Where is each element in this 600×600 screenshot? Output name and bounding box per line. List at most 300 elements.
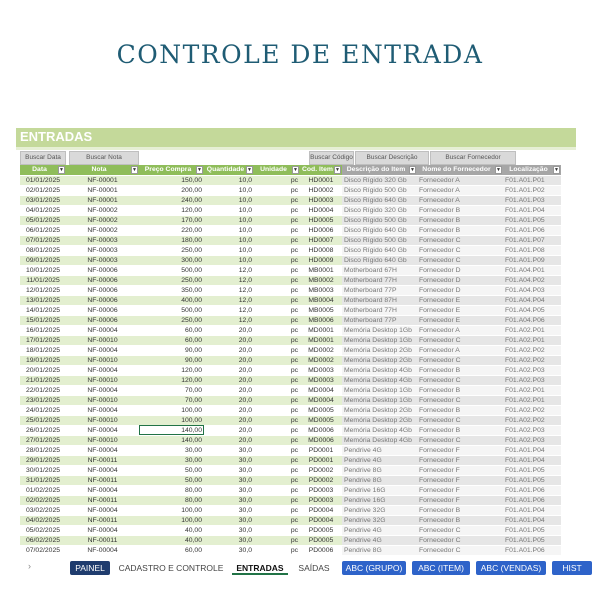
- code-cell[interactable]: PD0001: [300, 455, 342, 465]
- note-cell[interactable]: NF-00003: [66, 235, 139, 245]
- description-cell[interactable]: Memória Desktop 2Gb: [342, 405, 417, 415]
- quantity-cell[interactable]: 30,0: [204, 485, 254, 495]
- note-cell[interactable]: NF-00002: [66, 205, 139, 215]
- price-cell[interactable]: 90,00: [139, 355, 204, 365]
- filter-dropdown-icon[interactable]: ▼: [409, 167, 415, 173]
- code-cell[interactable]: PD0001: [300, 445, 342, 455]
- description-cell[interactable]: Motherboard 87H: [342, 295, 417, 305]
- quantity-cell[interactable]: 20,0: [204, 415, 254, 425]
- quantity-cell[interactable]: 20,0: [204, 425, 254, 435]
- location-cell[interactable]: F01.A01.P01: [503, 175, 561, 185]
- supplier-cell[interactable]: Fornecedor C: [417, 255, 503, 265]
- note-cell[interactable]: NF-00004: [66, 505, 139, 515]
- note-cell[interactable]: NF-00004: [66, 325, 139, 335]
- quantity-cell[interactable]: 10,0: [204, 235, 254, 245]
- note-cell[interactable]: NF-00004: [66, 385, 139, 395]
- description-cell[interactable]: Disco Rígido 500 Gb: [342, 215, 417, 225]
- column-header-quantidade[interactable]: Quantidade ▼: [204, 165, 254, 175]
- code-cell[interactable]: PD0004: [300, 505, 342, 515]
- price-cell[interactable]: 90,00: [139, 345, 204, 355]
- price-cell[interactable]: 500,00: [139, 305, 204, 315]
- note-cell[interactable]: NF-00011: [66, 535, 139, 545]
- price-cell[interactable]: 120,00: [139, 365, 204, 375]
- price-cell[interactable]: 50,00: [139, 465, 204, 475]
- quantity-cell[interactable]: 10,0: [204, 175, 254, 185]
- price-cell[interactable]: 220,00: [139, 225, 204, 235]
- unit-cell[interactable]: pc: [254, 475, 300, 485]
- date-cell[interactable]: 02/01/2025: [20, 185, 66, 195]
- tab-entradas[interactable]: ENTRADAS: [232, 561, 288, 575]
- location-cell[interactable]: F01.A01.P02: [503, 185, 561, 195]
- location-cell[interactable]: F01.A01.P06: [503, 485, 561, 495]
- filter-dropdown-icon[interactable]: ▼: [247, 167, 252, 173]
- date-cell[interactable]: 16/01/2025: [20, 325, 66, 335]
- note-cell[interactable]: NF-00011: [66, 515, 139, 525]
- quantity-cell[interactable]: 10,0: [204, 255, 254, 265]
- note-cell[interactable]: NF-00011: [66, 455, 139, 465]
- unit-cell[interactable]: pc: [254, 245, 300, 255]
- quantity-cell[interactable]: 20,0: [204, 335, 254, 345]
- supplier-cell[interactable]: Fornecedor B: [417, 385, 503, 395]
- note-cell[interactable]: NF-00010: [66, 355, 139, 365]
- unit-cell[interactable]: pc: [254, 325, 300, 335]
- unit-cell[interactable]: pc: [254, 235, 300, 245]
- unit-cell[interactable]: pc: [254, 485, 300, 495]
- date-cell[interactable]: 21/01/2025: [20, 375, 66, 385]
- location-cell[interactable]: F01.A01.P04: [503, 205, 561, 215]
- date-cell[interactable]: 29/01/2025: [20, 455, 66, 465]
- price-cell[interactable]: 400,00: [139, 295, 204, 305]
- location-cell[interactable]: F01.A01.P07: [503, 235, 561, 245]
- location-cell[interactable]: F01.A01.P06: [503, 495, 561, 505]
- supplier-cell[interactable]: Fornecedor B: [417, 365, 503, 375]
- date-cell[interactable]: 11/01/2025: [20, 275, 66, 285]
- date-cell[interactable]: 25/01/2025: [20, 415, 66, 425]
- note-cell[interactable]: NF-00006: [66, 305, 139, 315]
- quantity-cell[interactable]: 30,0: [204, 495, 254, 505]
- note-cell[interactable]: NF-00004: [66, 485, 139, 495]
- unit-cell[interactable]: pc: [254, 505, 300, 515]
- note-cell[interactable]: NF-00004: [66, 365, 139, 375]
- note-cell[interactable]: NF-00002: [66, 215, 139, 225]
- quantity-cell[interactable]: 20,0: [204, 365, 254, 375]
- unit-cell[interactable]: pc: [254, 445, 300, 455]
- code-cell[interactable]: MD0003: [300, 365, 342, 375]
- note-cell[interactable]: NF-00004: [66, 545, 139, 555]
- filter-dropdown-icon[interactable]: ▼: [553, 167, 559, 173]
- location-cell[interactable]: F01.A01.P05: [503, 525, 561, 535]
- code-cell[interactable]: MD0002: [300, 355, 342, 365]
- column-header-data[interactable]: Data ▼: [20, 165, 66, 175]
- location-cell[interactable]: F01.A02.P02: [503, 355, 561, 365]
- search-code-button[interactable]: Buscar Código: [309, 151, 354, 165]
- date-cell[interactable]: 14/01/2025: [20, 305, 66, 315]
- unit-cell[interactable]: pc: [254, 355, 300, 365]
- price-cell[interactable]: 100,00: [139, 505, 204, 515]
- description-cell[interactable]: Pendrive 4G: [342, 455, 417, 465]
- note-cell[interactable]: NF-00004: [66, 465, 139, 475]
- price-cell[interactable]: 120,00: [139, 205, 204, 215]
- description-cell[interactable]: Pendrive 16G: [342, 495, 417, 505]
- unit-cell[interactable]: pc: [254, 415, 300, 425]
- date-cell[interactable]: 06/01/2025: [20, 225, 66, 235]
- unit-cell[interactable]: pc: [254, 205, 300, 215]
- unit-cell[interactable]: pc: [254, 535, 300, 545]
- quantity-cell[interactable]: 30,0: [204, 525, 254, 535]
- date-cell[interactable]: 18/01/2025: [20, 345, 66, 355]
- location-cell[interactable]: F01.A01.P04: [503, 455, 561, 465]
- note-cell[interactable]: NF-00004: [66, 445, 139, 455]
- date-cell[interactable]: 24/01/2025: [20, 405, 66, 415]
- unit-cell[interactable]: pc: [254, 225, 300, 235]
- code-cell[interactable]: MB0002: [300, 275, 342, 285]
- code-cell[interactable]: PD0005: [300, 525, 342, 535]
- supplier-cell[interactable]: Fornecedor C: [417, 395, 503, 405]
- date-cell[interactable]: 30/01/2025: [20, 465, 66, 475]
- description-cell[interactable]: Motherboard 77P: [342, 285, 417, 295]
- description-cell[interactable]: Disco Rígido 500 Gb: [342, 235, 417, 245]
- code-cell[interactable]: HD0003: [300, 195, 342, 205]
- location-cell[interactable]: F01.A02.P01: [503, 335, 561, 345]
- price-cell[interactable]: 70,00: [139, 385, 204, 395]
- column-header-fornecedor[interactable]: Nome do Fornecedor ▼: [417, 165, 503, 175]
- code-cell[interactable]: MD0001: [300, 335, 342, 345]
- unit-cell[interactable]: pc: [254, 545, 300, 555]
- price-cell[interactable]: 100,00: [139, 415, 204, 425]
- unit-cell[interactable]: pc: [254, 305, 300, 315]
- description-cell[interactable]: Memória Desktop 2Gb: [342, 415, 417, 425]
- search-date-button[interactable]: Buscar Data: [20, 151, 66, 165]
- description-cell[interactable]: Pendrive 4G: [342, 525, 417, 535]
- date-cell[interactable]: 13/01/2025: [20, 295, 66, 305]
- note-cell[interactable]: NF-00006: [66, 315, 139, 325]
- location-cell[interactable]: F01.A04.P01: [503, 265, 561, 275]
- price-cell[interactable]: 60,00: [139, 335, 204, 345]
- description-cell[interactable]: Pendrive 8G: [342, 475, 417, 485]
- date-cell[interactable]: 08/01/2025: [20, 245, 66, 255]
- quantity-cell[interactable]: 12,0: [204, 265, 254, 275]
- price-cell[interactable]: 250,00: [139, 315, 204, 325]
- date-cell[interactable]: 17/01/2025: [20, 335, 66, 345]
- date-cell[interactable]: 01/02/2025: [20, 485, 66, 495]
- note-cell[interactable]: NF-00003: [66, 245, 139, 255]
- unit-cell[interactable]: pc: [254, 275, 300, 285]
- date-cell[interactable]: 31/01/2025: [20, 475, 66, 485]
- quantity-cell[interactable]: 12,0: [204, 275, 254, 285]
- supplier-cell[interactable]: Fornecedor E: [417, 305, 503, 315]
- unit-cell[interactable]: pc: [254, 515, 300, 525]
- code-cell[interactable]: PD0002: [300, 475, 342, 485]
- quantity-cell[interactable]: 30,0: [204, 545, 254, 555]
- price-cell[interactable]: 140,00: [139, 425, 204, 435]
- unit-cell[interactable]: pc: [254, 285, 300, 295]
- supplier-cell[interactable]: Fornecedor F: [417, 485, 503, 495]
- unit-cell[interactable]: pc: [254, 435, 300, 445]
- code-cell[interactable]: PD0004: [300, 515, 342, 525]
- description-cell[interactable]: Pendrive 16G: [342, 485, 417, 495]
- supplier-cell[interactable]: Fornecedor C: [417, 355, 503, 365]
- supplier-cell[interactable]: Fornecedor C: [417, 245, 503, 255]
- unit-cell[interactable]: pc: [254, 185, 300, 195]
- description-cell[interactable]: Memória Desktop 1Gb: [342, 325, 417, 335]
- quantity-cell[interactable]: 10,0: [204, 195, 254, 205]
- description-cell[interactable]: Disco Rígido 500 Gb: [342, 185, 417, 195]
- filter-dropdown-icon[interactable]: ▼: [132, 167, 137, 173]
- supplier-cell[interactable]: Fornecedor E: [417, 315, 503, 325]
- unit-cell[interactable]: pc: [254, 335, 300, 345]
- location-cell[interactable]: F01.A02.P03: [503, 435, 561, 445]
- price-cell[interactable]: 80,00: [139, 485, 204, 495]
- price-cell[interactable]: 200,00: [139, 185, 204, 195]
- quantity-cell[interactable]: 20,0: [204, 435, 254, 445]
- location-cell[interactable]: F01.A01.P06: [503, 225, 561, 235]
- supplier-cell[interactable]: Fornecedor C: [417, 335, 503, 345]
- description-cell[interactable]: Pendrive 8G: [342, 465, 417, 475]
- code-cell[interactable]: PD0002: [300, 465, 342, 475]
- search-description-button[interactable]: Buscar Descrição: [355, 151, 429, 165]
- column-header-unidade[interactable]: Unidade ▼: [254, 165, 300, 175]
- supplier-cell[interactable]: Fornecedor A: [417, 175, 503, 185]
- description-cell[interactable]: Memória Desktop 4Gb: [342, 365, 417, 375]
- code-cell[interactable]: PD0003: [300, 495, 342, 505]
- note-cell[interactable]: NF-00004: [66, 405, 139, 415]
- location-cell[interactable]: F01.A02.P02: [503, 345, 561, 355]
- date-cell[interactable]: 10/01/2025: [20, 265, 66, 275]
- unit-cell[interactable]: pc: [254, 525, 300, 535]
- location-cell[interactable]: F01.A02.P03: [503, 365, 561, 375]
- location-cell[interactable]: F01.A04.P02: [503, 275, 561, 285]
- unit-cell[interactable]: pc: [254, 395, 300, 405]
- supplier-cell[interactable]: Fornecedor B: [417, 405, 503, 415]
- note-cell[interactable]: NF-00004: [66, 345, 139, 355]
- tab-abc-grupo[interactable]: ABC (GRUPO): [342, 561, 406, 575]
- supplier-cell[interactable]: Fornecedor A: [417, 345, 503, 355]
- note-cell[interactable]: NF-00006: [66, 275, 139, 285]
- location-cell[interactable]: F01.A02.P01: [503, 385, 561, 395]
- quantity-cell[interactable]: 20,0: [204, 355, 254, 365]
- location-cell[interactable]: F01.A04.P04: [503, 295, 561, 305]
- date-cell[interactable]: 27/01/2025: [20, 435, 66, 445]
- price-cell[interactable]: 240,00: [139, 195, 204, 205]
- filter-dropdown-icon[interactable]: ▼: [59, 167, 64, 173]
- price-cell[interactable]: 170,00: [139, 215, 204, 225]
- note-cell[interactable]: NF-00010: [66, 435, 139, 445]
- supplier-cell[interactable]: Fornecedor F: [417, 455, 503, 465]
- supplier-cell[interactable]: Fornecedor C: [417, 435, 503, 445]
- description-cell[interactable]: Motherboard 77P: [342, 315, 417, 325]
- code-cell[interactable]: MD0006: [300, 425, 342, 435]
- filter-dropdown-icon[interactable]: ▼: [293, 167, 298, 173]
- note-cell[interactable]: NF-00011: [66, 475, 139, 485]
- date-cell[interactable]: 15/01/2025: [20, 315, 66, 325]
- note-cell[interactable]: NF-00001: [66, 175, 139, 185]
- supplier-cell[interactable]: Fornecedor B: [417, 205, 503, 215]
- note-cell[interactable]: NF-00010: [66, 415, 139, 425]
- tab-saidas[interactable]: SAÍDAS: [298, 563, 330, 573]
- search-supplier-button[interactable]: Buscar Fornecedor: [430, 151, 516, 165]
- location-cell[interactable]: F01.A01.P09: [503, 255, 561, 265]
- code-cell[interactable]: MB0004: [300, 295, 342, 305]
- tab-painel[interactable]: PAINEL: [70, 561, 110, 575]
- quantity-cell[interactable]: 30,0: [204, 445, 254, 455]
- date-cell[interactable]: 12/01/2025: [20, 285, 66, 295]
- date-cell[interactable]: 09/01/2025: [20, 255, 66, 265]
- quantity-cell[interactable]: 10,0: [204, 225, 254, 235]
- price-cell[interactable]: 100,00: [139, 515, 204, 525]
- date-cell[interactable]: 05/01/2025: [20, 215, 66, 225]
- date-cell[interactable]: 20/01/2025: [20, 365, 66, 375]
- description-cell[interactable]: Disco Rígido 320 Gb: [342, 205, 417, 215]
- price-cell[interactable]: 120,00: [139, 375, 204, 385]
- quantity-cell[interactable]: 30,0: [204, 515, 254, 525]
- code-cell[interactable]: PD0006: [300, 545, 342, 555]
- quantity-cell[interactable]: 20,0: [204, 405, 254, 415]
- description-cell[interactable]: Motherboard 77H: [342, 305, 417, 315]
- supplier-cell[interactable]: Fornecedor F: [417, 465, 503, 475]
- location-cell[interactable]: F01.A02.P02: [503, 415, 561, 425]
- quantity-cell[interactable]: 12,0: [204, 305, 254, 315]
- location-cell[interactable]: F01.A01.P05: [503, 465, 561, 475]
- location-cell[interactable]: F01.A01.P05: [503, 535, 561, 545]
- supplier-cell[interactable]: Fornecedor E: [417, 295, 503, 305]
- description-cell[interactable]: Pendrive 32G: [342, 505, 417, 515]
- description-cell[interactable]: Memória Desktop 2Gb: [342, 355, 417, 365]
- code-cell[interactable]: HD0006: [300, 225, 342, 235]
- date-cell[interactable]: 05/02/2025: [20, 525, 66, 535]
- code-cell[interactable]: PD0003: [300, 485, 342, 495]
- column-header-descricao[interactable]: Descrição do Item ▼: [342, 165, 417, 175]
- description-cell[interactable]: Disco Rígido 640 Gb: [342, 255, 417, 265]
- unit-cell[interactable]: pc: [254, 175, 300, 185]
- supplier-cell[interactable]: Fornecedor F: [417, 495, 503, 505]
- location-cell[interactable]: F01.A01.P04: [503, 445, 561, 455]
- location-cell[interactable]: F01.A02.P03: [503, 425, 561, 435]
- unit-cell[interactable]: pc: [254, 425, 300, 435]
- quantity-cell[interactable]: 20,0: [204, 325, 254, 335]
- price-cell[interactable]: 150,00: [139, 175, 204, 185]
- tab-abc-vendas[interactable]: ABC (VENDAS): [476, 561, 546, 575]
- note-cell[interactable]: NF-00010: [66, 395, 139, 405]
- filter-dropdown-icon[interactable]: ▼: [334, 167, 340, 173]
- price-cell[interactable]: 300,00: [139, 255, 204, 265]
- quantity-cell[interactable]: 12,0: [204, 285, 254, 295]
- quantity-cell[interactable]: 10,0: [204, 205, 254, 215]
- location-cell[interactable]: F01.A04.P05: [503, 305, 561, 315]
- tab-hist[interactable]: HIST: [552, 561, 592, 575]
- quantity-cell[interactable]: 10,0: [204, 185, 254, 195]
- date-cell[interactable]: 03/01/2025: [20, 195, 66, 205]
- quantity-cell[interactable]: 12,0: [204, 295, 254, 305]
- supplier-cell[interactable]: Fornecedor A: [417, 185, 503, 195]
- supplier-cell[interactable]: Fornecedor A: [417, 325, 503, 335]
- unit-cell[interactable]: pc: [254, 495, 300, 505]
- code-cell[interactable]: PD0005: [300, 535, 342, 545]
- supplier-cell[interactable]: Fornecedor F: [417, 445, 503, 455]
- quantity-cell[interactable]: 20,0: [204, 375, 254, 385]
- tab-cadastro[interactable]: CADASTRO E CONTROLE: [118, 563, 224, 573]
- price-cell[interactable]: 180,00: [139, 235, 204, 245]
- quantity-cell[interactable]: 10,0: [204, 245, 254, 255]
- note-cell[interactable]: NF-00002: [66, 225, 139, 235]
- supplier-cell[interactable]: Fornecedor D: [417, 265, 503, 275]
- supplier-cell[interactable]: Fornecedor C: [417, 375, 503, 385]
- unit-cell[interactable]: pc: [254, 315, 300, 325]
- column-header-cod-item[interactable]: Cod. Item ▼: [300, 165, 342, 175]
- price-cell[interactable]: 70,00: [139, 395, 204, 405]
- note-cell[interactable]: NF-00004: [66, 525, 139, 535]
- location-cell[interactable]: F01.A01.P03: [503, 195, 561, 205]
- date-cell[interactable]: 04/01/2025: [20, 205, 66, 215]
- code-cell[interactable]: MD0002: [300, 345, 342, 355]
- description-cell[interactable]: Motherboard 77H: [342, 275, 417, 285]
- description-cell[interactable]: Disco Rígido 640 Gb: [342, 225, 417, 235]
- note-cell[interactable]: NF-00011: [66, 495, 139, 505]
- quantity-cell[interactable]: 30,0: [204, 505, 254, 515]
- unit-cell[interactable]: pc: [254, 365, 300, 375]
- price-cell[interactable]: 250,00: [139, 275, 204, 285]
- location-cell[interactable]: F01.A02.P01: [503, 325, 561, 335]
- code-cell[interactable]: MB0001: [300, 265, 342, 275]
- code-cell[interactable]: HD0009: [300, 255, 342, 265]
- quantity-cell[interactable]: 30,0: [204, 455, 254, 465]
- date-cell[interactable]: 06/02/2025: [20, 535, 66, 545]
- date-cell[interactable]: 26/01/2025: [20, 425, 66, 435]
- date-cell[interactable]: 07/02/2025: [20, 545, 66, 555]
- note-cell[interactable]: NF-00004: [66, 425, 139, 435]
- unit-cell[interactable]: pc: [254, 295, 300, 305]
- location-cell[interactable]: F01.A02.P03: [503, 375, 561, 385]
- price-cell[interactable]: 30,00: [139, 455, 204, 465]
- search-note-button[interactable]: Buscar Nota: [69, 151, 139, 165]
- code-cell[interactable]: MD0003: [300, 375, 342, 385]
- date-cell[interactable]: 19/01/2025: [20, 355, 66, 365]
- description-cell[interactable]: Motherboard 67H: [342, 265, 417, 275]
- description-cell[interactable]: Disco Rígido 640 Gb: [342, 195, 417, 205]
- note-cell[interactable]: NF-00010: [66, 375, 139, 385]
- date-cell[interactable]: 03/02/2025: [20, 505, 66, 515]
- unit-cell[interactable]: pc: [254, 385, 300, 395]
- unit-cell[interactable]: pc: [254, 255, 300, 265]
- location-cell[interactable]: F01.A04.P03: [503, 285, 561, 295]
- supplier-cell[interactable]: Fornecedor C: [417, 545, 503, 555]
- column-header-nota[interactable]: Nota ▼: [66, 165, 139, 175]
- price-cell[interactable]: 250,00: [139, 245, 204, 255]
- description-cell[interactable]: Memória Desktop 4Gb: [342, 375, 417, 385]
- code-cell[interactable]: HD0007: [300, 235, 342, 245]
- description-cell[interactable]: Disco Rígido 640 Gb: [342, 245, 417, 255]
- price-cell[interactable]: 40,00: [139, 525, 204, 535]
- supplier-cell[interactable]: Fornecedor A: [417, 195, 503, 205]
- price-cell[interactable]: 80,00: [139, 495, 204, 505]
- price-cell[interactable]: 60,00: [139, 325, 204, 335]
- location-cell[interactable]: F01.A02.P02: [503, 405, 561, 415]
- date-cell[interactable]: 22/01/2025: [20, 385, 66, 395]
- price-cell[interactable]: 50,00: [139, 475, 204, 485]
- location-cell[interactable]: F01.A01.P04: [503, 505, 561, 515]
- tab-abc-item[interactable]: ABC (ITEM): [412, 561, 470, 575]
- location-cell[interactable]: F01.A01.P04: [503, 515, 561, 525]
- unit-cell[interactable]: pc: [254, 265, 300, 275]
- unit-cell[interactable]: pc: [254, 405, 300, 415]
- supplier-cell[interactable]: Fornecedor C: [417, 535, 503, 545]
- date-cell[interactable]: 02/02/2025: [20, 495, 66, 505]
- supplier-cell[interactable]: Fornecedor F: [417, 475, 503, 485]
- price-cell[interactable]: 500,00: [139, 265, 204, 275]
- supplier-cell[interactable]: Fornecedor B: [417, 225, 503, 235]
- code-cell[interactable]: MB0003: [300, 285, 342, 295]
- note-cell[interactable]: NF-00001: [66, 185, 139, 195]
- quantity-cell[interactable]: 30,0: [204, 465, 254, 475]
